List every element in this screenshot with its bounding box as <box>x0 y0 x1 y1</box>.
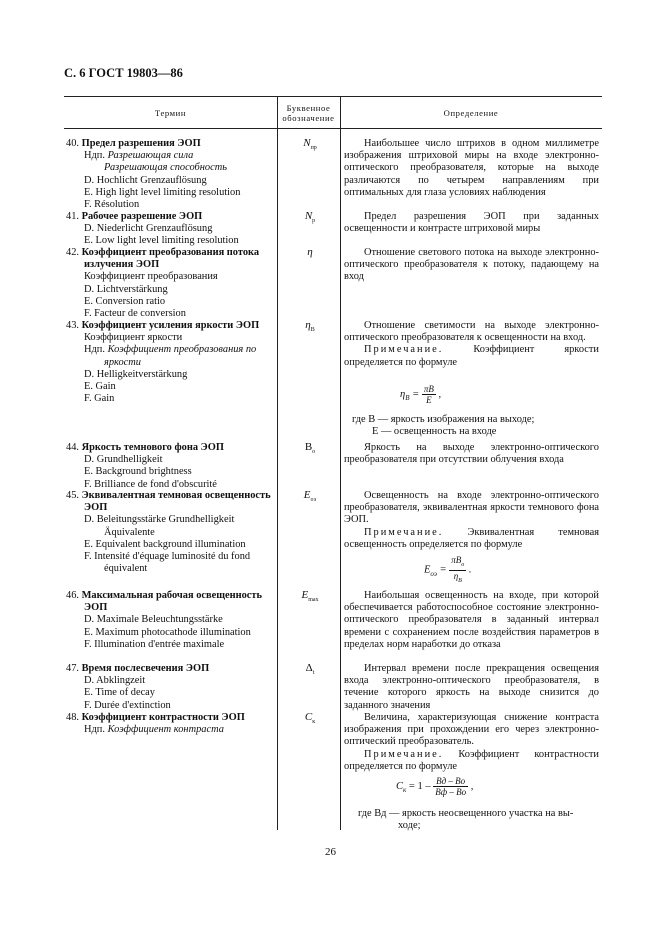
page-header: С. 6 ГОСТ 19803—86 <box>64 66 183 80</box>
page-number: 26 <box>325 846 336 858</box>
symbol-41: $N_р$ <box>304 210 316 225</box>
definition-43: Отношение светимости на выходе электронно-оптического преобразователя к освещенности на вход. Примечание. Коэффициент яркости определяется по формуле <box>344 320 599 368</box>
symbol-46: $E_{max}$ <box>301 589 319 604</box>
definition-47: Интервал времени после прекращения освещения входа электронно-оптического преобразователя, в течение которого яркость на выходе снизится до заданного значения <box>344 663 599 711</box>
definition-45: Освещенность на входе электронно-оптического преобразователя, эквивалентная яркости темнового фона ЭОП. Примечание. Эквивалентная темновая освещенность определяется по формуле <box>344 490 599 550</box>
term-44: 44. Яркость темнового фона ЭОП D. Grundhelligkeit E. Background brightness F. Brilliance de fond d'obscurité <box>66 442 224 490</box>
definition-46: Наибольшая освещенность на входе, при которой обеспечивается работоспособное состояние электронно-оптического преобразователя в заданный интервал времени с сохранением после воздействия параметров в пределах норм наработки до отказа <box>344 590 599 650</box>
definition-41: Предел разрешения ЭОП при заданных освещенности и контрасте штриховой миры <box>344 211 599 235</box>
column-divider-1 <box>277 96 278 830</box>
symbol-48: $C_к$ <box>304 711 316 726</box>
definition-48: Величина, характеризующая снижение контраста изображения при прохождении его через электронно-оптический преобразователь. Примечание. Коэффициент контрастности определяется по формуле <box>344 712 599 772</box>
formula-48-legend: где Bд — яркость неосвещенного участка на вы- ходе; <box>358 808 574 832</box>
term-48: 48. Коэффициент контрастности ЭОП Ндп. Коэффициент контраста <box>66 712 245 736</box>
formula-43: $\eta_B$ = $\frac{\pi B}{E}$ , <box>400 384 442 405</box>
symbol-44: $B_о$ <box>304 441 316 456</box>
term-42: 42. Коэффициент преобразования потока излучения ЭОП Коэффициент преобразования D. Lichtverstärkung E. Conversion ratio F. Facteur de conversion <box>66 247 260 320</box>
formula-43-legend: где В — яркость изображения на выходе; E — освещенность на входе <box>352 414 535 438</box>
header-symbol: Буквенное обозначение <box>282 103 335 123</box>
formula-45: $E_{оэ}$ = $\frac{\pi B_о}{\eta_B}$ . <box>424 555 472 584</box>
term-45: 45. Эквивалентная темновая освещенность ЭОП D. Beleitungsstärke Grundhelligkeit Äquivalente E. Equivalent background illumination F. Intensité d'équage luminosité du fond équivalent <box>66 490 271 575</box>
header-definition: Определение <box>443 108 499 118</box>
term-46: 46. Максимальная рабочая освещенность ЭОП D. Maximale Beleuchtungsstärke E. Maximum photocathode illumination F. Illumination d'entrée maximale <box>66 590 262 650</box>
term-41: 41. Рабочее разрешение ЭОП D. Niederlicht Grenzauflösung E. Low light level limiting resolution <box>66 211 239 247</box>
table-top-rule <box>64 96 602 97</box>
header-term: Термин <box>154 108 187 118</box>
formula-48: $C_к = 1$ – $\frac{Bд - Bо}{Bф - Bо}$ , <box>396 776 474 797</box>
term-47: 47. Время послесвечения ЭОП D. Abklingzeit E. Time of decay F. Durée d'extinction <box>66 663 210 711</box>
symbol-47: $\Delta_t$ <box>305 662 315 677</box>
symbol-43: $\eta_B$ <box>305 319 315 334</box>
symbol-45: $E_{оэ}$ <box>303 489 317 504</box>
column-divider-2 <box>340 96 341 830</box>
symbol-40: $N_{пр}$ <box>303 137 317 152</box>
definition-44: Яркость на выходе электронно-оптического преобразователя при отсутствии облучения входа <box>344 442 599 466</box>
term-43: 43. Коэффициент усиления яркости ЭОП Коэффициент яркости Ндп. Коэффициент преобразования по яркости D. Helligkeitverstärkung E. Gain F. Gain <box>66 320 260 405</box>
definition-40: Наибольшее число штрихов в одном миллиметре изображения штриховой миры на входе электронно-оптического преобразователя, которые на выходе различаются по четырем направлениям при оптимальных для глаза условиях наблюдения <box>344 138 599 198</box>
definition-42: Отношение светового потока на выходе электронно-оптического преобразователя к потоку, падающему на вход <box>344 247 599 283</box>
table-header-rule <box>64 128 602 129</box>
symbol-42: η <box>307 246 313 258</box>
term-40: 40. Предел разрешения ЭОП Ндп. Разрешающая сила Разрешающая способность D. Hochlicht Grenzauflösung E. High light level limiting resolution F. Résolution <box>66 138 241 211</box>
